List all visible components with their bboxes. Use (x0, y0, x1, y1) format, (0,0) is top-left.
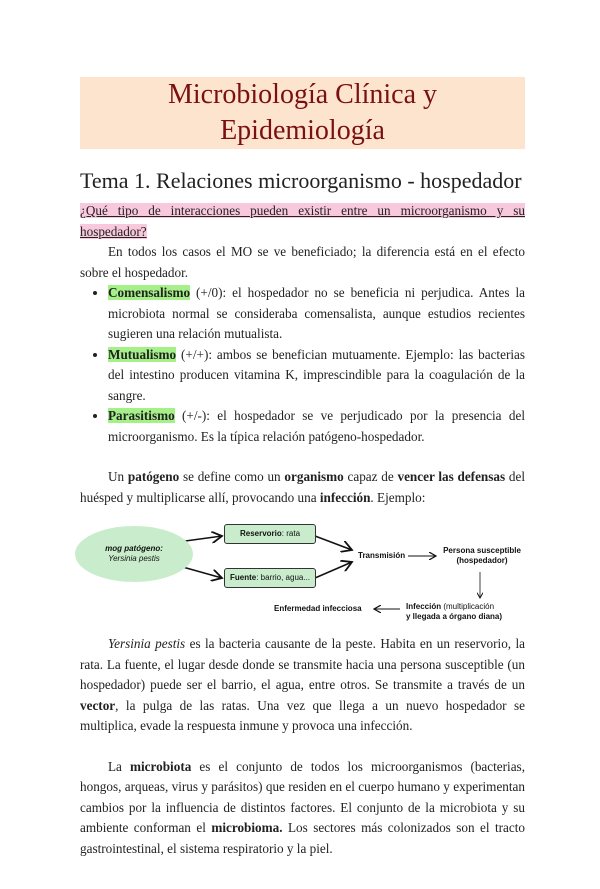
t: se define como un (179, 469, 285, 484)
definition: (+/-): el hospedador se ve perjudicado por la presencia del microorganismo. Es la típica relación patógeno-hospedador. (108, 408, 525, 444)
question-wrapper (80, 201, 525, 242)
t: capaz de (343, 469, 398, 484)
question-heading: ¿Qué tipo de interacciones pueden existir entre un microorganismo y su hospedador? (80, 203, 525, 239)
list-item (108, 406, 525, 447)
t: : rata (281, 529, 301, 538)
definition: (+/0): el hospedador no se beneficia ni perjudica. Antes la microbiota normal se consideraba comensalista, aunque estudios recientes sugieren una relación mutualista. (108, 285, 525, 341)
pathogen-paragraph (80, 467, 525, 508)
reservoir-box (224, 524, 316, 544)
definition: (+/+): ambos se benefician mutuamente. Ejemplo: las bacterias del intestino producen vitamina K, imprescindible para la coagulación de la sangre. (108, 346, 525, 403)
yersinia-paragraph (80, 634, 525, 737)
t: (hospedador) (456, 556, 508, 565)
t: Los sectores más colonizados son el tracto gastrointestinal, el sistema respiratorio y la piel. (80, 820, 525, 856)
t: (multiplicación (441, 602, 495, 611)
transmission-label: Transmisión (358, 551, 406, 560)
section-heading: Tema 1. Relaciones microorganismo - hospedador (80, 168, 522, 193)
t: mog patógeno: (105, 544, 163, 553)
transmission-diagram (60, 514, 540, 626)
t: infección (319, 489, 371, 505)
document-title: Microbiología Clínica y Epidemiología (80, 77, 525, 149)
t: es el conjunto de todos los microorganismos (bacterias, hongos, arqueas, virus y parásitos) que residen en el cuerpo humano y experimentan cambios por la influencia de distintos factores. El conjunto de la microbiota y su ambiente conforman el (80, 758, 525, 835)
list-item (108, 345, 525, 407)
t: del huésped y multiplicarse allí, provocando una (80, 469, 525, 505)
t: es la bacteria causante de la peste. Habita en un reservorio, la rata. La fuente, el lugar desde donde se transmite hacia una persona susceptible (un hospedador) puede ser el barrio, el agua, entre otros. Se transmite a través de un (80, 636, 526, 692)
list-item (108, 283, 525, 345)
term: Comensalismo (108, 285, 191, 300)
t: organismo (284, 469, 344, 484)
t: patógeno (127, 469, 180, 484)
t: vencer las defensas (397, 469, 506, 484)
t: La (108, 758, 131, 774)
interaction-list (80, 283, 525, 447)
t: Un (108, 469, 128, 484)
susceptible-label (440, 546, 524, 566)
t: y llegada a órgano diana) (406, 612, 503, 621)
t: , la pulga de las ratas. Una vez que llega a un nuevo hospedador se multiplica, evade la respuesta inmune y provoca una infección. (80, 697, 525, 733)
term: Mutualismo (108, 346, 177, 362)
t: microbiota (130, 758, 192, 774)
t: Infección (406, 602, 442, 611)
t: : barrio, agua... (256, 573, 311, 582)
pathogen-ellipse (75, 526, 193, 582)
t: Persona susceptible (443, 546, 521, 555)
t: microbioma. (211, 820, 283, 835)
t: vector (80, 697, 116, 713)
t: . Ejemplo: (370, 489, 426, 505)
t: Reservorio (239, 529, 282, 538)
disease-label: Enfermedad infecciosa (274, 604, 362, 613)
intro-paragraph: En todos los casos el MO se ve beneficiado; la diferencia está en el efecto sobre el hospedador. (80, 244, 525, 280)
infection-label (406, 602, 502, 622)
microbiota-paragraph (80, 757, 525, 860)
term: Parasitismo (108, 408, 175, 423)
t: Yersinia pestis (108, 554, 160, 563)
t: Yersinia pestis (108, 636, 186, 651)
source-box (224, 568, 316, 588)
t: Fuente (229, 573, 257, 582)
